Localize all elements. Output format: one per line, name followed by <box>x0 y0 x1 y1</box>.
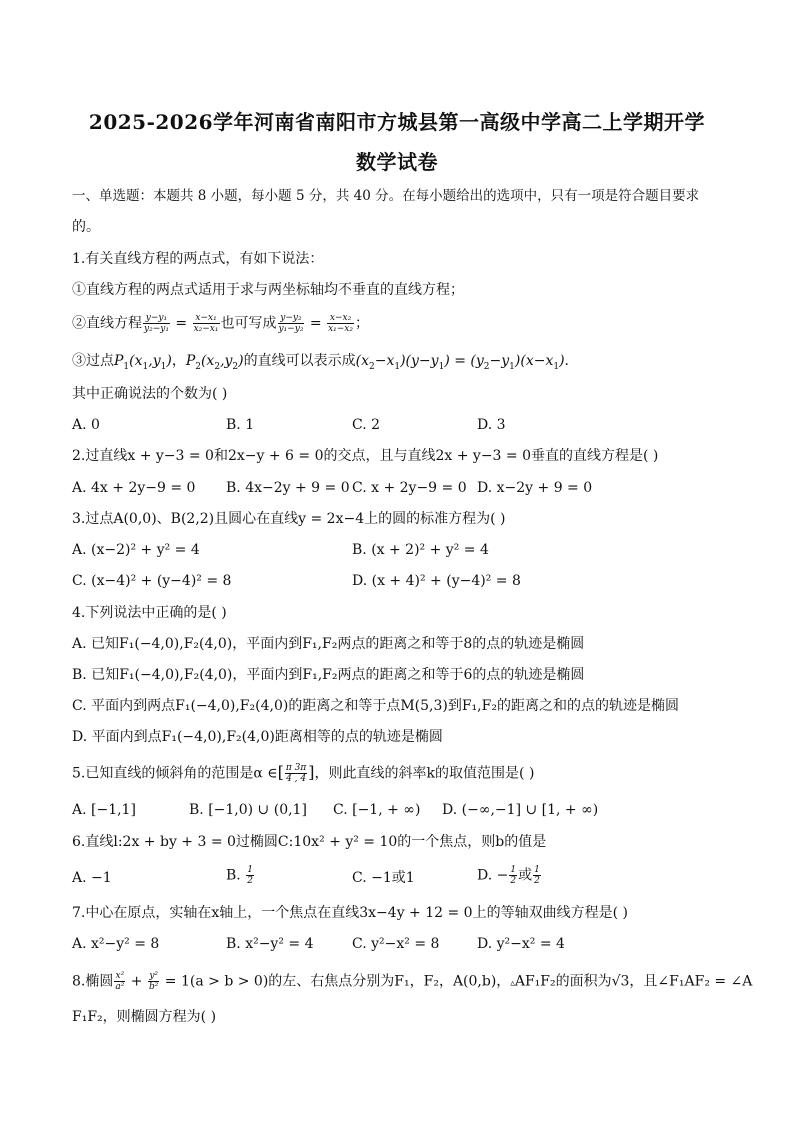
q3-option-c: C. (x−4)² + (y−4)² = 8 <box>72 573 232 589</box>
fraction: $\frac{\text{y²}}{\text{b²}}$ <box>148 971 159 992</box>
interval-fraction: $\frac{\pi 3\pi}{4 , 4}$ <box>285 763 307 784</box>
q2-stem: 2.过直线x + y−3 = 0和2x−y + 6 = 0的交点，且与直线2x + y−3 = 0垂直的直线方程是( ) <box>72 448 659 464</box>
fraction: $\frac{\text{y−y₂}}{\text{y₁−y₂}}$ <box>278 313 304 334</box>
q5-option-c: C. [−1, + ∞) <box>333 802 421 818</box>
exam-title-line2: 数学试卷 <box>356 150 438 174</box>
fraction: $\frac{\text{x−x₁}}{\text{x₂−x₁}}$ <box>193 313 219 334</box>
q1-option-b: B. 1 <box>226 417 255 433</box>
q7-option-c: C. y²−x² = 8 <box>352 936 440 952</box>
q1-statement-3: ③过点$P_1(x_1,y_1)$，$P_2(x_2,y_2)$的直线可以表示成$(x_2-x_1)(y-y_1) = (y_2-y_1)(x-x_1)$. <box>72 353 569 372</box>
section-instruction: 一、单选题：本题共 8 小题，每小题 5 分，共 40 分。在每小题给出的选项中，只有一项是符合题目要求 <box>72 188 700 204</box>
fraction: $\frac{\text{x²}}{\text{a²}}$ <box>115 971 125 992</box>
q2-option-b: B. 4x−2y + 9 = 0 <box>226 480 350 496</box>
q3-stem: 3.过点A(0,0)、B(2,2)且圆心在直线y = 2x−4上的圆的标准方程为( ) <box>72 511 506 527</box>
q1-option-d: D. 3 <box>477 417 506 433</box>
q4-option-b: B. 已知F₁(−4,0),F₂(4,0)，平面内到F₁,F₂两点的距离之和等于6的点的轨迹是椭圆 <box>72 667 585 683</box>
q3-option-a: A. (x−2)² + y² = 4 <box>72 542 200 558</box>
q8-stem: 8.椭圆 $\frac{\text{x²}}{\text{a²}}$ + $\frac{\text{y²}}{\text{b²}}$ = 1(a > b > 0)的左、右焦点分别为F₁，F₂，A(0,b)，▵AF₁F₂的面积为√3，且∠F₁AF₂ = ∠A <box>72 971 753 992</box>
q5-option-d: D. (−∞,−1] ∪ [1, + ∞) <box>442 802 599 818</box>
q1-stem: 1.有关直线方程的两点式，有如下说法： <box>72 251 324 267</box>
q5-stem: 5.已知直线的倾斜角的范围是α ∈[ $\frac{\pi 3\pi}{4 , 4}$ ]，则此直线的斜率k的取值范围是( ) <box>72 762 535 784</box>
q6-option-a: A. −1 <box>72 870 112 886</box>
fraction-half: $\frac{1}{2}$ <box>534 865 540 886</box>
fraction: $\frac{\text{x−x₂}}{\text{x₁−x₂}}$ <box>328 313 353 334</box>
q3-option-b: B. (x + 2)² + y² = 4 <box>352 542 489 558</box>
q4-option-c: C. 平面内到两点F₁(−4,0),F₂(4,0)的距离之和等于点M(5,3)到F₁,F₂的距离之和的点的轨迹是椭圆 <box>72 698 679 714</box>
q5-option-b: B. [−1,0) ∪ (0,1] <box>189 802 307 818</box>
fraction-half: $\frac{1}{2}$ <box>247 865 253 886</box>
q7-option-a: A. x²−y² = 8 <box>72 936 160 952</box>
q6-option-b: B. $\frac{1}{2}$ <box>226 865 253 886</box>
q2-option-c: C. x + 2y−9 = 0 <box>352 480 467 496</box>
fraction-half: $\frac{1}{2}$ <box>510 865 517 886</box>
section-instruction-cont: 的。 <box>72 219 100 235</box>
q1-statement-2: ②直线方程 $\frac{\text{y−y₁}}{\text{y₂−y₁}}$ = $\frac{\text{x−x₁}}{\text{x₂−x₁}}$ 也可写成 $\frac{\text{y−y₂}}{\text{y₁−y₂}}$ = $\frac{\text{x−x₂}}{\text{x₁−x₂}}$ ； <box>72 313 369 334</box>
q1-ask: 其中正确说法的个数为( ) <box>72 386 228 402</box>
q1-statement-1: ①直线方程的两点式适用于求与两坐标轴均不垂直的直线方程； <box>72 282 464 298</box>
q7-stem: 7.中心在原点，实轴在x轴上，一个焦点在直线3x−4y + 12 = 0上的等轴双曲线方程是( ) <box>72 905 628 921</box>
q7-option-d: D. y²−x² = 4 <box>477 936 565 952</box>
exam-title-line1: 2025-2026学年河南省南阳市方城县第一高级中学高二上学期开学 <box>88 110 706 134</box>
q2-option-a: A. 4x + 2y−9 = 0 <box>72 480 196 496</box>
q2-option-d: D. x−2y + 9 = 0 <box>477 480 593 496</box>
q8-stem-cont: F₁F₂，则椭圆方程为( ) <box>72 1009 217 1025</box>
q4-option-a: A. 已知F₁(−4,0),F₂(4,0)，平面内到F₁,F₂两点的距离之和等于8的点的轨迹是椭圆 <box>72 636 585 652</box>
q6-option-d: D. − $\frac{1}{2}$ 或 $\frac{1}{2}$ <box>477 865 540 886</box>
q4-option-d: D. 平面内到点F₁(−4,0),F₂(4,0)距离相等的点的轨迹是椭圆 <box>72 729 443 745</box>
q1-option-c: C. 2 <box>352 417 381 433</box>
q6-option-c: C. −1或1 <box>352 870 415 886</box>
q4-stem: 4.下列说法中正确的是( ) <box>72 605 227 621</box>
q7-option-b: B. x²−y² = 4 <box>226 936 314 952</box>
q3-option-d: D. (x + 4)² + (y−4)² = 8 <box>352 573 521 589</box>
q5-option-a: A. [−1,1] <box>72 802 136 818</box>
triangle-icon: ▵ <box>510 978 515 989</box>
fraction: $\frac{\text{y−y₁}}{\text{y₂−y₁}}$ <box>144 313 169 334</box>
q1-option-a: A. 0 <box>72 417 100 433</box>
q6-stem: 6.直线l:2x + by + 3 = 0过椭圆C:10x² + y² = 10的一个焦点，则b的值是 <box>72 834 547 850</box>
